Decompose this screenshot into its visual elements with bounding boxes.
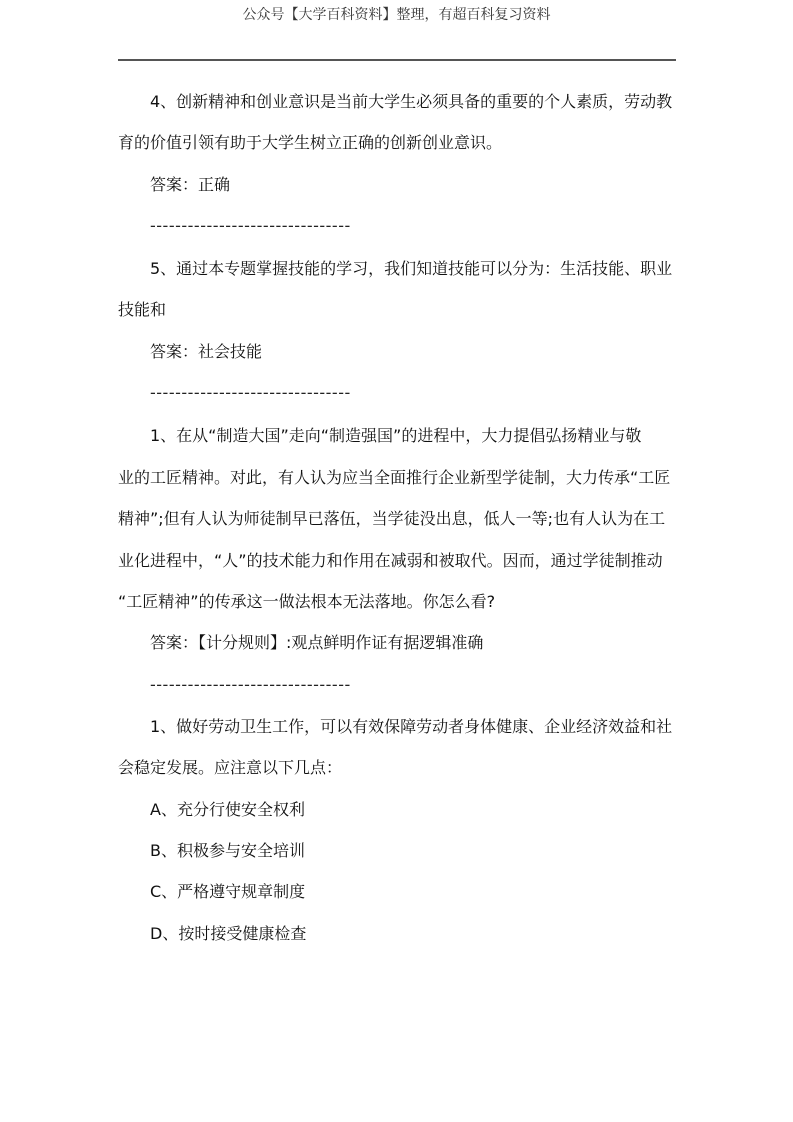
- option-b: B、积极参与安全培训: [150, 841, 305, 860]
- essay-question-line-5: “工匠精神”的传承这一做法根本无法落地。你怎么看?: [118, 592, 496, 611]
- option-a: A、充分行使安全权利: [150, 800, 305, 819]
- essay-question-line-1: 1、在从“制造大国”走向“制造强国”的进程中，大力提倡弘扬精业与敬: [150, 426, 642, 445]
- page-header: 公众号【大学百科资料】整理，有超百科复习资料: [242, 7, 551, 23]
- choice-question-line-1: 1、做好劳动卫生工作，可以有效保障劳动者身体健康、企业经济效益和社: [150, 717, 673, 736]
- separator: --------------------------------: [150, 216, 351, 235]
- essay-question-answer: 答案：【计分规则】:观点鲜明作证有据逻辑准确: [150, 633, 484, 652]
- question-5-answer: 答案：社会技能: [150, 342, 263, 361]
- header-rule: [118, 59, 676, 61]
- option-d: D、按时接受健康检查: [150, 924, 307, 943]
- question-4-answer: 答案：正确: [150, 175, 231, 194]
- essay-question-line-4: 业化进程中，“人”的技术能力和作用在减弱和被取代。因而，通过学徒制推动: [118, 551, 663, 570]
- question-4-line-1: 4、创新精神和创业意识是当前大学生必须具备的重要的个人素质，劳动教: [150, 92, 673, 111]
- question-5-line-1: 5、通过本专题掌握技能的学习，我们知道技能可以分为：生活技能、职业: [150, 259, 673, 278]
- choice-question-line-2: 会稳定发展。应注意以下几点：: [118, 758, 343, 777]
- essay-question-line-3: 精神”;但有人认为师徒制早已落伍，当学徒没出息，低人一等;也有人认为在工: [118, 509, 666, 528]
- separator: --------------------------------: [150, 675, 351, 694]
- question-5-line-2: 技能和: [118, 300, 167, 319]
- question-4-line-2: 育的价值引领有助于大学生树立正确的创新创业意识。: [118, 133, 503, 152]
- option-c: C、严格遵守规章制度: [150, 882, 306, 901]
- essay-question-line-2: 业的工匠精神。对此，有人认为应当全面推行企业新型学徒制，大力传承“工匠: [118, 468, 671, 487]
- separator: --------------------------------: [150, 383, 351, 402]
